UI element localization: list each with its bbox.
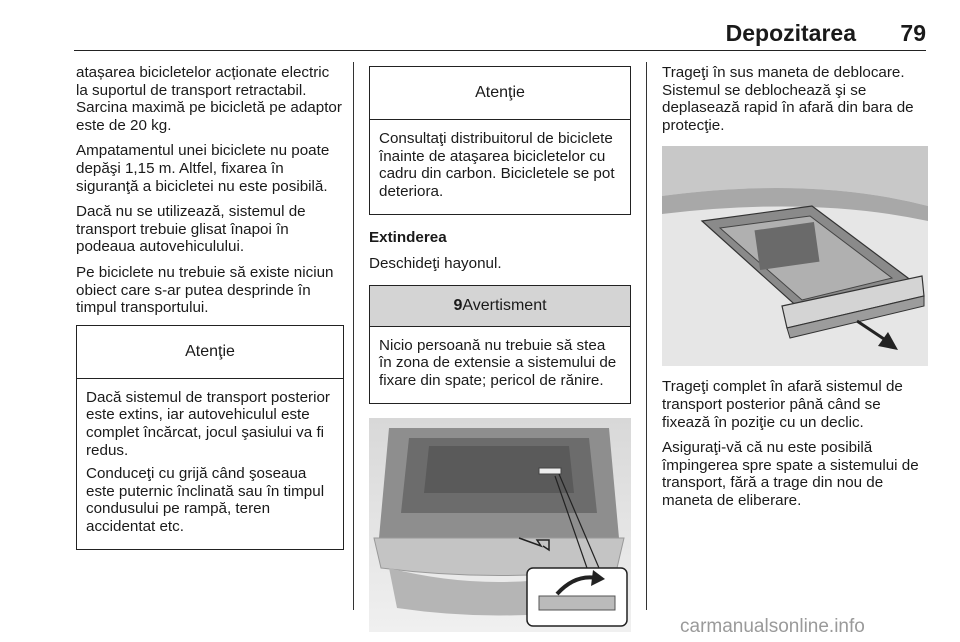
paragraph: atașarea bicicletelor acționate electric la suportul de transport retractabil. Sarcina maximă pe bicicletă pe adaptor este de 20 kg. <box>76 64 342 134</box>
column-divider-1 <box>353 62 354 610</box>
warning-icon: 9 <box>453 296 463 314</box>
paragraph: Ampatamentul unei biciclete nu poate depăşi 1,15 m. Altfel, fixarea în siguranţă a bicicletei nu este posibilă. <box>76 142 330 195</box>
caution-box-title: Atenţie <box>77 326 343 379</box>
caution-box <box>369 66 631 215</box>
header-divider <box>74 50 926 51</box>
caution-text: Dacă sistemul de transport posterior este extins, iar autovehiculul este complet încărcat, jocul şasiului va fi redus. <box>86 388 330 459</box>
warning-label: Avertisment <box>462 296 547 314</box>
paragraph: Trageţi în sus maneta de deblocare. Sistemul se deblochează şi se deplasează rapid în afară din bara de protecţie. <box>662 64 914 134</box>
column-middle <box>369 64 631 632</box>
warning-text: Nicio persoană nu trebuie să stea în zona de extensie a sistemului de fixare din spate; pericol de rănire. <box>379 336 617 389</box>
rear-carrier-extension-illustration <box>662 146 928 366</box>
paragraph: Dacă nu se utilizează, sistemul de transport trebuie glisat înapoi în podeaua autovehiculului. <box>76 203 306 256</box>
paragraph: Pe biciclete nu trebuie să existe niciun obiect care s-ar putea desprinde în timpul transportului. <box>76 263 334 317</box>
warning-box-title <box>370 286 630 327</box>
warning-box <box>369 285 631 405</box>
section-title: Depozitarea <box>725 20 856 46</box>
page-number: 79 <box>900 20 926 46</box>
paragraph: Trageţi complet în afară sistemul de transport posterior până când se fixează în poziţie cu un declic. <box>662 378 903 431</box>
column-right <box>662 64 928 518</box>
column-divider-2 <box>646 62 647 610</box>
caution-box <box>76 325 344 551</box>
instruction: Deschideţi hayonul. <box>369 254 502 272</box>
site-watermark: carmanualsonline.info <box>680 616 865 637</box>
page-header <box>0 0 960 52</box>
caution-text: Consultaţi distribuitorul de biciclete înainte de ataşarea bicicletelor cu cadru din carbon. Bicicletele se pot deteriora. <box>379 130 615 200</box>
subheading: Extinderea <box>369 229 447 247</box>
caution-text: Conduceţi cu grijă când şoseaua este puternic înclinată sau în timpul condusului pe rampă, teren accidentat etc. <box>86 465 325 535</box>
tailgate-release-lever-illustration <box>369 418 631 632</box>
column-left <box>76 64 344 564</box>
caution-box-title: Atenţie <box>370 67 630 120</box>
paragraph: Asiguraţi-vă că nu este posibilă împingerea spre spate a sistemului de transport, fără a trage din nou de maneta de eliberare. <box>662 439 919 509</box>
